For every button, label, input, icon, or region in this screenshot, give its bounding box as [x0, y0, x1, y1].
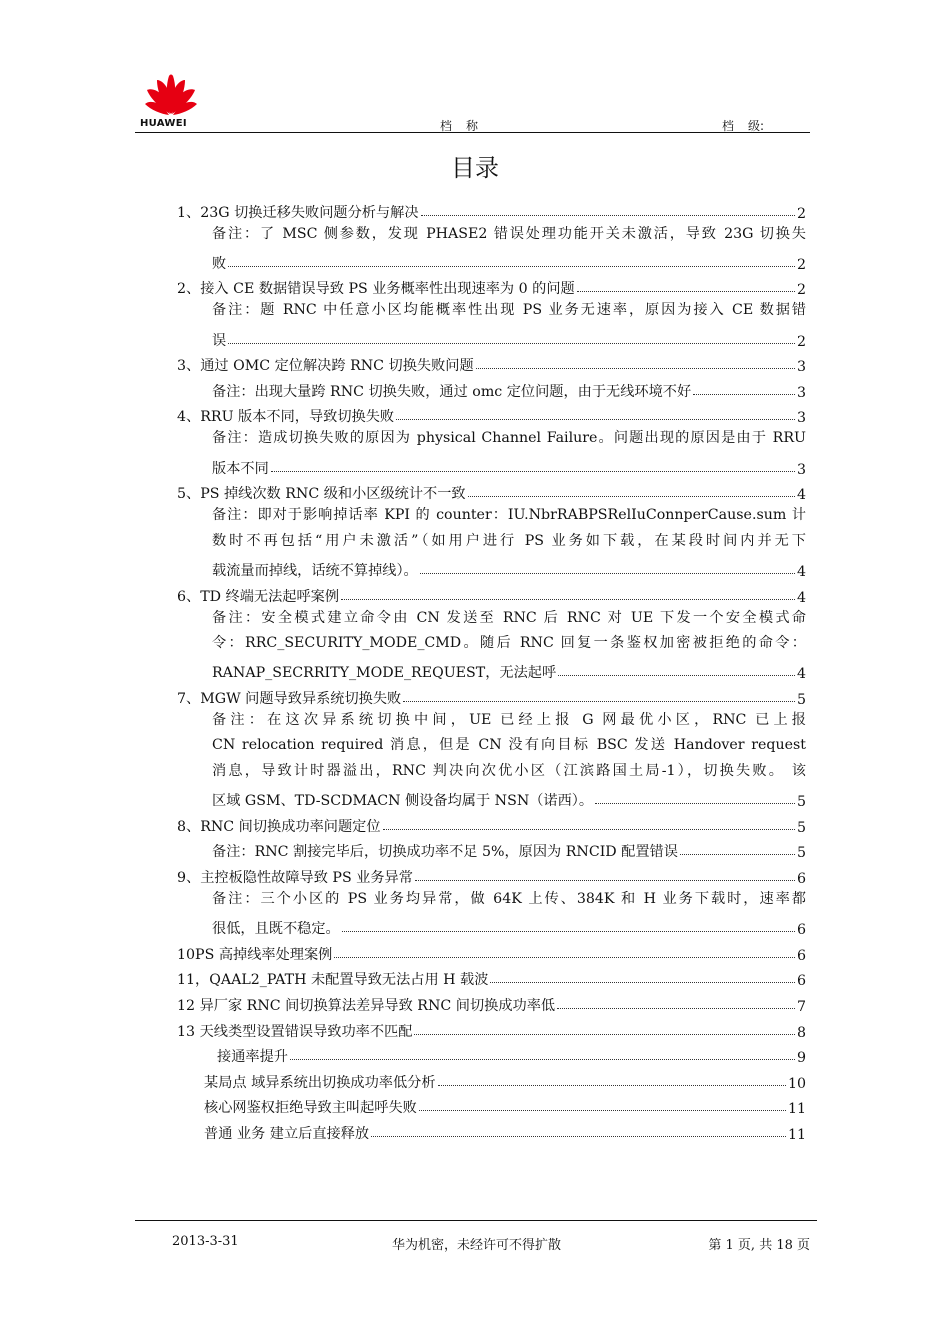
footer-confidential: 华为机密，未经许可不得扩散 [392, 1238, 562, 1253]
dot-leader [396, 418, 795, 420]
toc-entry[interactable] [177, 964, 806, 990]
toc-page-number: 2 [796, 256, 806, 273]
header-doc-label: 档称 [440, 119, 493, 133]
header-rule [135, 132, 810, 133]
toc-entry[interactable] [177, 375, 806, 401]
dot-leader [438, 1084, 786, 1086]
toc-note-line: 备注：了 MSC 侧参数，发现 PHASE2 错误处理功能开关未激活，导致 23G 切换失 [212, 225, 806, 242]
toc-entry-text: 12 异厂家 RNC 间切换算法差异导致 RNC 间切换成功率低 [177, 998, 556, 1014]
logo-text: HUAWEI [140, 118, 187, 129]
toc-note-text: RANAP_SECRRITY_MODE_REQUEST，无法起呼 [212, 665, 557, 682]
toc-note-line: 备注：在这次异系统切换中间，UE 已经上报 G 网最优小区，RNC 已上报 [212, 711, 806, 728]
toc-entry[interactable] [177, 810, 806, 836]
toc-page-number: 9 [796, 1050, 806, 1067]
toc-note-text: 败 [212, 255, 227, 272]
toc-page-number: 3 [796, 384, 806, 401]
toc-page-number: 6 [796, 922, 806, 939]
toc-page-number: 4 [796, 666, 806, 683]
toc-page-number: 5 [796, 691, 806, 708]
huawei-petals-icon [143, 72, 199, 116]
toc-entry[interactable] [177, 478, 806, 504]
toc-page-number: 4 [796, 487, 806, 504]
dot-leader [342, 930, 795, 932]
toc-entry[interactable] [177, 1041, 806, 1067]
toc-page-number: 10 [787, 1075, 806, 1092]
dot-leader [290, 1058, 795, 1060]
toc-note-line: 备注：造成切换失败的原因为 physical Channel Failure。问题出现的原因是由于 RRU [212, 430, 806, 447]
toc-page-number: 11 [787, 1101, 806, 1118]
toc-note-last-line[interactable] [177, 785, 806, 811]
toc-note-last-line[interactable] [177, 657, 806, 683]
page-title: 目录 [451, 154, 499, 182]
toc-page-number: 8 [796, 1024, 806, 1041]
toc-page-number: 5 [796, 819, 806, 836]
toc-page-number: 2 [796, 205, 806, 222]
toc-entry[interactable] [177, 938, 806, 964]
page-header [135, 72, 810, 132]
toc-page-number: 2 [796, 333, 806, 350]
dot-leader [383, 828, 795, 830]
toc-entry-text: 接通率提升 [217, 1049, 288, 1066]
toc-page-number: 5 [796, 794, 806, 811]
toc-entry[interactable] [177, 1117, 806, 1143]
toc-entry-text: 备注：RNC 割接完毕后，切换成功率不足 5%，原因为 RNCID 配置错误 [212, 844, 678, 861]
dot-leader [403, 700, 795, 702]
toc-entry-text: 备注：出现大量跨 RNC 切换失败，通过 omc 定位问题，由于无线环境不好 [212, 383, 692, 400]
dot-leader [558, 674, 795, 676]
toc-entry-text: 普通 业务 建立后直接释放 [204, 1125, 370, 1142]
toc-note-line: 令：RRC_SECURITY_MODE_CMD。随后 RNC 回复一条鉴权加密被拒绝的命令： [212, 635, 806, 652]
toc-entry-text: 8、RNC 间切换成功率问题定位 [177, 818, 381, 835]
dot-leader [341, 598, 795, 600]
toc-note-text: 版本不同 [212, 460, 269, 477]
toc-note-line: 备注：安全模式建立命令由 CN 发送至 RNC 后 RNC 对 UE 下发一个安全模式命 [212, 609, 806, 626]
toc-note-line: 消息，导致计时器溢出，RNC 判决向次优小区（江滨路国土局-1），切换失败。 该 [212, 763, 806, 780]
toc-page-number: 3 [796, 461, 806, 478]
toc-page-number: 4 [796, 589, 806, 606]
toc-note-line: 数时不再包括“用户未激活”（如用户进行 PS 业务如下载，在某段时间内并无下 [212, 532, 806, 549]
dot-leader [371, 1135, 786, 1137]
toc-page-number: 6 [796, 871, 806, 888]
toc-entry[interactable] [177, 861, 806, 887]
toc-entry-text: 6、TD 终端无法起呼案例 [177, 588, 340, 605]
toc-page-number: 7 [796, 999, 806, 1015]
toc-page-number: 6 [796, 973, 806, 990]
dot-leader [476, 367, 795, 369]
dot-leader [334, 956, 795, 958]
header-level-label: 档 级: [722, 119, 765, 133]
toc-page-number: 2 [796, 282, 806, 299]
dot-leader [557, 1007, 795, 1009]
dot-leader [421, 214, 795, 216]
toc-entry[interactable] [177, 1092, 806, 1118]
footer-rule [135, 1220, 817, 1221]
toc-note-last-line[interactable] [177, 247, 806, 273]
dot-leader [414, 1033, 795, 1035]
toc-entry[interactable] [177, 836, 806, 862]
dot-leader [595, 802, 795, 804]
toc-entry-text: 2、接入 CE 数据错误导致 PS 业务概率性出现速率为 0 的问题 [177, 281, 575, 298]
dot-leader [693, 393, 795, 395]
dot-leader [420, 572, 795, 574]
toc-note-last-line[interactable] [177, 913, 806, 939]
dot-leader [468, 495, 795, 497]
toc-entry[interactable] [177, 196, 806, 222]
toc-entry[interactable] [177, 1066, 806, 1092]
dot-leader [490, 981, 795, 983]
dot-leader [680, 853, 795, 855]
table-of-contents [177, 196, 806, 1143]
toc-entry-text: 3、通过 OMC 定位解决跨 RNC 切换失败问题 [177, 358, 474, 375]
toc-entry-text: 1、23G 切换迁移失败问题分析与解决 [177, 204, 419, 221]
dot-leader [415, 879, 795, 881]
toc-entry-text: 5、PS 掉线次数 RNC 级和小区级统计不一致 [177, 486, 466, 503]
toc-entry-text: 某局点 域异系统出切换成功率低分析 [204, 1074, 436, 1091]
toc-page-number: 11 [787, 1126, 806, 1143]
huawei-logo [141, 72, 201, 130]
toc-entry-text: 11，QAAL2_PATH 未配置导致无法占用 H 载波 [177, 972, 489, 989]
footer-page-info: 第 1 页, 共 18 页 [708, 1238, 810, 1253]
toc-note-text: 很低，且既不稳定。 [212, 921, 340, 938]
toc-entry[interactable] [177, 682, 806, 708]
toc-page-number: 3 [796, 359, 806, 376]
toc-note-text: 载流量而掉线，话统不算掉线）。 [212, 562, 418, 579]
toc-note-line: CN relocation required 消息，但是 CN 没有向目标 BSC 发送 Handover request [212, 737, 806, 754]
toc-note-text: 误 [212, 332, 227, 349]
toc-entry-text: 9、主控板隐性故障导致 PS 业务异常 [177, 870, 413, 887]
toc-note-line: 备注：即对于影响掉话率 KPI 的 counter：IU.NbrRABPSRelIuConnperCause.sum 计 [212, 507, 806, 524]
toc-page-number: 4 [796, 563, 806, 580]
toc-page-number: 3 [796, 410, 806, 427]
toc-entry[interactable] [177, 1015, 806, 1041]
toc-entry-text: 4、RRU 版本不同，导致切换失败 [177, 409, 395, 426]
toc-entry-text: 核心网鉴权拒绝导致主叫起呼失败 [204, 1100, 417, 1117]
toc-entry[interactable] [177, 580, 806, 606]
toc-note-last-line[interactable] [177, 324, 806, 350]
toc-entry[interactable] [177, 989, 806, 1015]
toc-page-number: 5 [796, 845, 806, 862]
toc-entry[interactable] [177, 273, 806, 299]
toc-note-last-line[interactable] [177, 452, 806, 478]
toc-entry-text: 10PS 高掉线率处理案例 [177, 946, 333, 963]
toc-entry[interactable] [177, 401, 806, 427]
page-footer [135, 1220, 810, 1253]
toc-note-last-line[interactable] [177, 554, 806, 580]
dot-leader [419, 1109, 786, 1111]
toc-entry-text: 13 天线类型设置错误导致功率不匹配 [177, 1023, 413, 1040]
dot-leader [271, 470, 795, 472]
toc-note-line: 备注：三个小区的 PS 业务均异常，做 64K 上传、384K 和 H 业务下载时，速率都 [212, 891, 806, 908]
toc-entry[interactable] [177, 350, 806, 376]
footer-date: 2013-3-31 [172, 1234, 239, 1249]
toc-note-line: 备注：题 RNC 中任意小区均能概率性出现 PS 业务无速率，原因为接入 CE 数据错 [212, 302, 806, 319]
dot-leader [228, 342, 795, 344]
toc-page-number: 6 [796, 947, 806, 964]
dot-leader [577, 290, 795, 292]
toc-entry-text: 7、MGW 问题导致异系统切换失败 [177, 690, 402, 707]
toc-note-text: 区域 GSM、TD-SCDMACN 侧设备均属于 NSN（诺西）。 [212, 793, 594, 810]
dot-leader [228, 265, 795, 267]
